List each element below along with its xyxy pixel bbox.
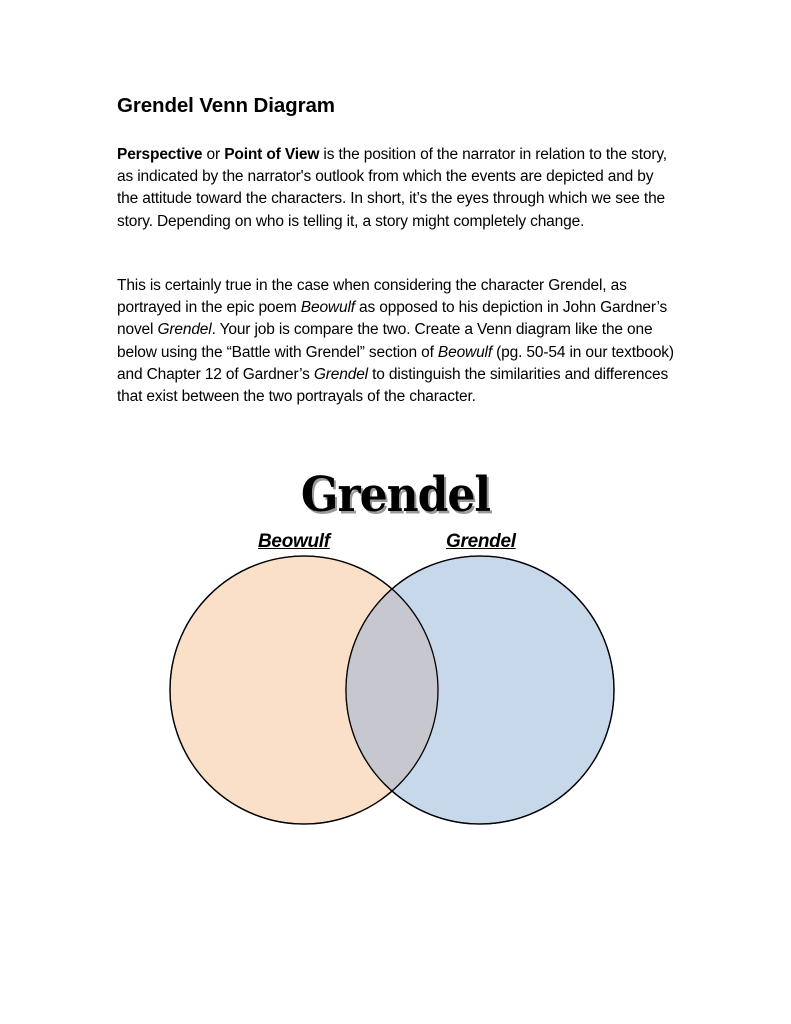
term-point-of-view: Point of View <box>224 146 320 163</box>
term-connector: or <box>202 146 225 163</box>
title-grendel-2: Grendel <box>313 365 368 383</box>
venn-label-beowulf: Beowulf <box>258 531 330 552</box>
instructions-text-2: as opposed to his depiction in John Gardner’s novel <box>117 299 668 339</box>
title-beowulf-2: Beowulf <box>437 343 492 361</box>
perspective-definition: is the position of the narrator in relation to the story, as indicated by the narrator's outlook from which the events are depicted and by the attitude toward the characters. In short, it’s the eyes through which we see the story. Depending on who is telling it, a story might completely change. <box>117 146 667 230</box>
venn-label-grendel: Grendel <box>446 531 516 552</box>
page-title: Grendel Venn Diagram <box>117 94 335 117</box>
instructions-text-4: (pg. 50-54 in our textbook) and Chapter 12 of Gardner’s <box>117 343 674 383</box>
instructions-text-1: This is certainly true in the case when considering the character Grendel, as portrayed in the epic poem <box>117 277 627 317</box>
instructions-text-5: to distinguish the similarities and differences that exist between the two portrayals of the character. <box>117 365 669 406</box>
title-beowulf: Beowulf <box>300 299 355 317</box>
title-grendel: Grendel <box>157 321 212 339</box>
term-perspective: Perspective <box>117 146 203 163</box>
instructions-text-3: . Your job is compare the two. Create a Venn diagram like the one below using the “Battle with Grendel” section of <box>117 321 653 361</box>
venn-heading: Grendel <box>300 467 491 524</box>
